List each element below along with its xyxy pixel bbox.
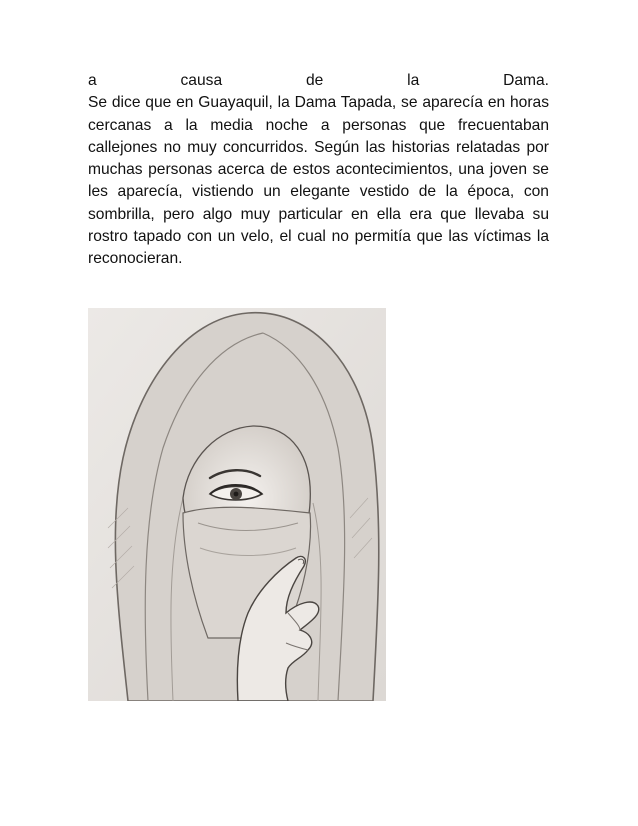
first-line [88, 70, 549, 92]
eye-pupil [234, 492, 239, 497]
pencil-sketch [88, 308, 386, 701]
body-text [88, 70, 549, 271]
word: Dama. [503, 72, 549, 89]
word: causa [180, 72, 223, 89]
word: a [88, 72, 97, 89]
word: la [407, 72, 420, 89]
word: de [305, 72, 324, 89]
story-paragraph: Se dice que en Guayaquil, la Dama Tapada, se aparecía en horas cercanas a la media noche a personas que frecuentaban callejones no muy concurridos. Según las historias relatadas por muchas personas acerca de estos acontecimientos, una joven se les aparecía, vistiendo un elegante vestido de la época, con sombrilla, pero algo muy particular en ella era que llevaba su rostro tapado con un velo, el cual no permitía que las víctimas la reconocieran. [88, 94, 549, 268]
veiled-lady-illustration [88, 308, 386, 701]
